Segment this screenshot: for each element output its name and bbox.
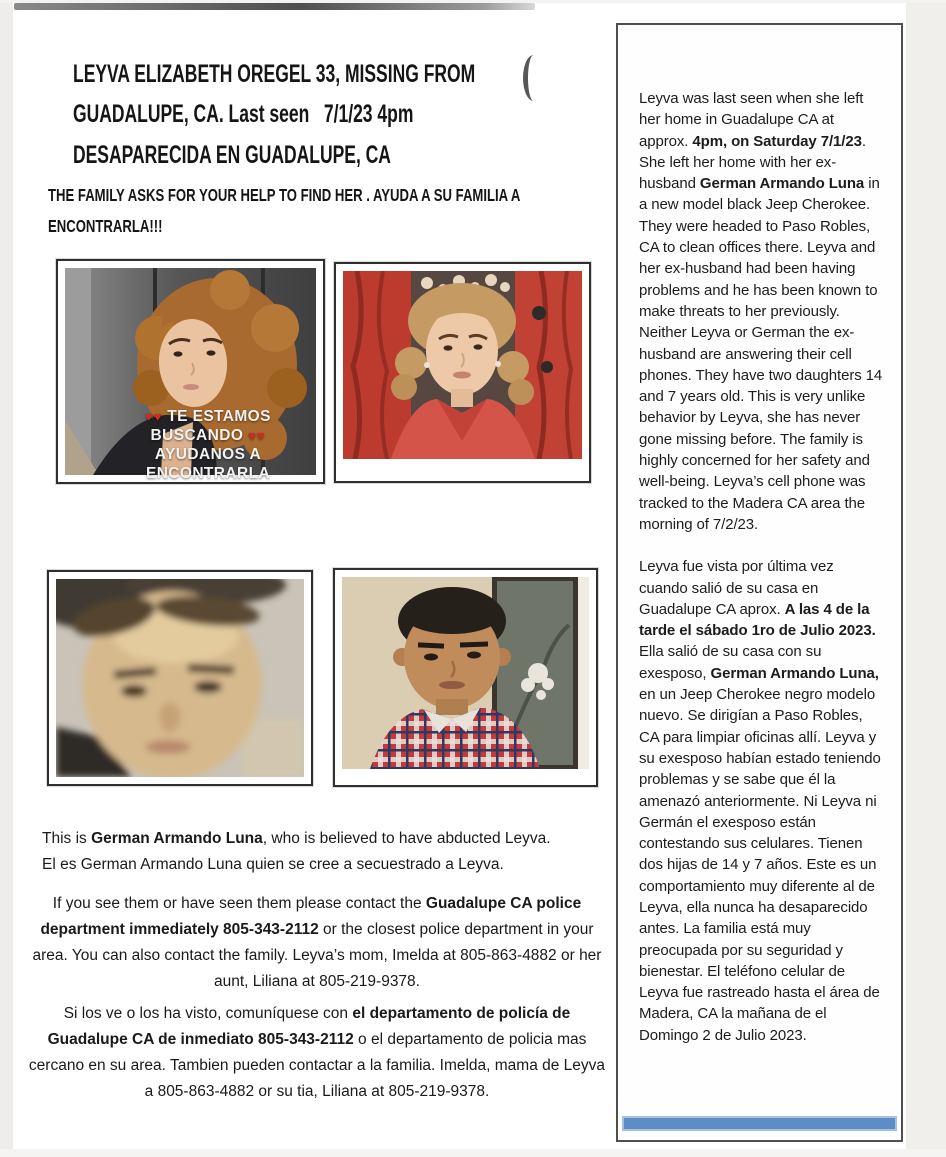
framed-photo-leyva-selfie — [56, 259, 325, 484]
heart-icon: ♥♥ — [248, 428, 266, 443]
scan-shadow — [14, 3, 535, 10]
abductor-caption-es: El es German Armando Luna quien se cree a secuestrado a Leyva. — [42, 856, 504, 873]
subtitle-spanish: DESAPARECIDA EN GUADALUPE, CA — [73, 141, 391, 169]
abductor-name: German Armando Luna — [91, 830, 263, 847]
sidebar-text — [618, 25, 901, 1046]
framed-photo-german-blurry — [47, 570, 313, 786]
framed-photo-leyva-red-top — [334, 262, 591, 483]
police-contact-en: Guadalupe CA police department immediately 805-343-2112 — [40, 895, 582, 938]
photo-overlay-text: ♥♥ TE ESTAMOS BUSCANDO ♥♥ AYUDANOS A ENCONTRARLA — [145, 408, 271, 482]
page-edge-left — [0, 0, 13, 1157]
contact-instructions-es: Si los ve o los ha visto, comuníquese con el departamento de policía de Guadalupe CA de inmediato 805-343-2112 o el departamento de policia mas cercano en su area. Tambien pueden contactar a la familia. Imelda, mama de Leyva a 805-863-4882 or su tia, Liliana at 805-219-9378. — [28, 1005, 606, 1100]
page-edge-bottom — [0, 1149, 946, 1157]
blue-accent-bar — [622, 1116, 897, 1131]
family-plea-line-1: THE FAMILY ASKS FOR YOUR HELP TO FIND HER . AYUDA A SU FAMILIA A — [48, 185, 521, 205]
narrative-es: Leyva fue vista por última vez cuando salió de su casa en Guadalupe CA aprox. A las 4 de la tarde el sábado 1ro de Julio 2023. Ella salió de su casa con su exesposo, German Armando Luna, en un Jeep Cherokee negro modelo nuevo. Se dirigían a Paso Robles, CA para limpiar oficinas allí. Leyva y su exesposo habían estado teniendo problemas y se sabe que él la amenazó anteriormente. Ni Leyva ni Germán el exesposo están contestando sus celulares. Tienen dos hijas de 14 y 7 años. Este es un comportamiento muy diferente al de Leyva, ella nunca ha desaparecido antes. La familia está muy preocupada por su seguridad y bienestar. El teléfono celular de Leyva fue rastreado hasta el área de Madera, CA la mañana de el Domingo 2 de Julio 2023. — [639, 558, 881, 1044]
german-plaid-photo — [342, 577, 589, 769]
abductor-caption — [42, 826, 604, 878]
framed-photo-german-plaid — [333, 568, 598, 787]
page-edge-right — [906, 0, 946, 1157]
leyva-red-top-photo — [343, 271, 582, 459]
abductor-caption-en: This is German Armando Luna, who is believed to have abducted Leyva. — [42, 830, 551, 847]
german-blurry-photo — [56, 579, 304, 777]
police-contact-es: el departamento de policía de Guadalupe CA de inmediato 805-343-2112 — [47, 1005, 571, 1048]
family-plea-line-2: ENCONTRARLA!!! — [48, 216, 163, 236]
headline-line-2: GUADALUPE, CA. Last seen 7/1/23 4pm — [73, 100, 414, 128]
heart-icon: ♥♥ — [145, 409, 163, 424]
sidebar-narrative-box — [616, 23, 903, 1142]
contact-instructions-en: If you see them or have seen them please contact the Guadalupe CA police department immediately 805-343-2112 or the closest police department in your area. You can also contact the family. Leyva’s mom, Imelda at 805-863-4882 or her aunt, Liliana at 805-219-9378. — [32, 895, 602, 990]
headline-line-1: LEYVA ELIZABETH OREGEL 33, MISSING FROM — [73, 60, 476, 88]
narrative-en: Leyva was last seen when she left her home in Guadalupe CA at approx. 4pm, on Saturday 7/1/23. She left her home with her ex-husband German Armando Luna in a new model black Jeep Cherokee. They were headed to Paso Robles, CA to clean offices there. Leyva and her ex-husband had been having problems and he has been known to make threats to her previously. Neither Leyva or German the ex-husband are answering their cell phones. They have two daughters 14 and 7 years old. This is very unlike behavior by Leyva, she has never gone missing before. The family is highly concerned for her safety and well-being. Leyva’s cell phone was tracked to the Madera CA area the morning of 7/2/23. — [639, 90, 883, 533]
